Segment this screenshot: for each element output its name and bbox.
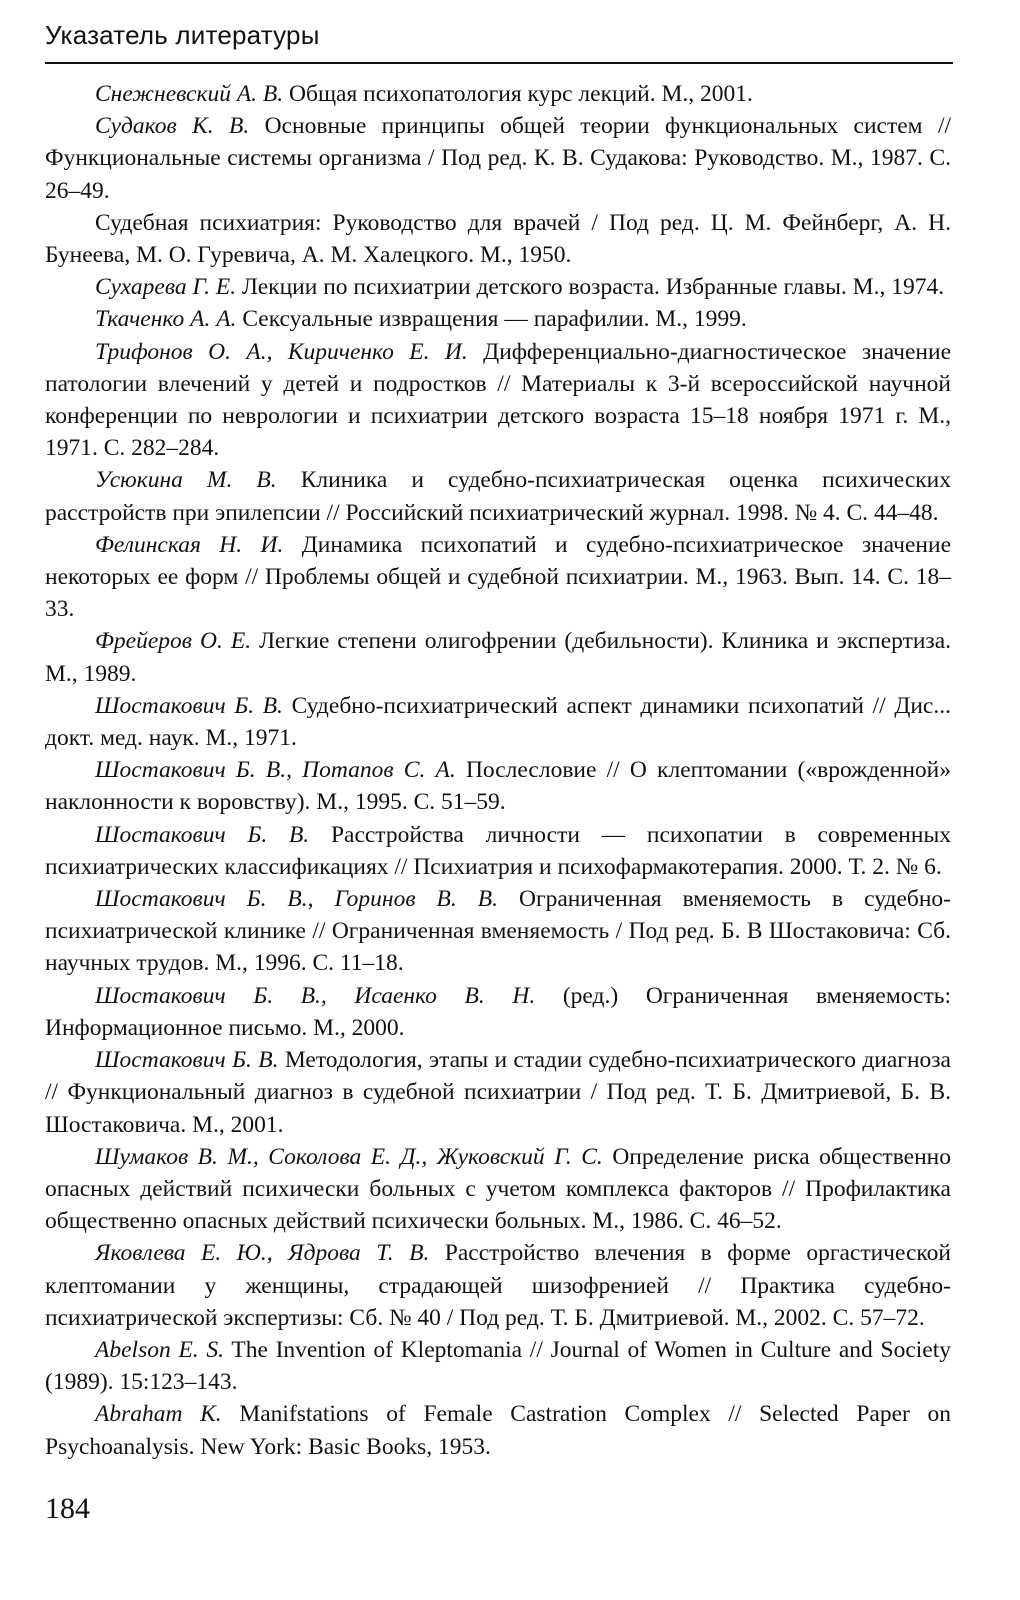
entry-author: Трифонов О. А., Кириченко Е. И. xyxy=(95,338,468,365)
running-head: Указатель литературы xyxy=(45,20,320,50)
entry-text: Ограниченная вменяемость в судебно-психиатрической клинике // Ограниченная вменяемость / Под ред. Б. В Шостаковича: Сб. научных трудов. М., 1996. С. 11–18. xyxy=(45,886,951,977)
bibliography-entry xyxy=(45,1237,951,1334)
entry-author: Ткаченко А. А. xyxy=(95,306,237,333)
entry-text: The Invention of Kleptomania // Journal of Women in Culture and Society (1989). 15:123–143. xyxy=(45,1336,951,1396)
bibliography-entry xyxy=(45,1044,951,1141)
entry-author: Яковлева Е. Ю., Ядрова Т. В. xyxy=(95,1240,430,1267)
bibliography-entry xyxy=(45,271,951,303)
bibliography-entry xyxy=(45,464,951,528)
bibliography-entry xyxy=(45,336,951,465)
entry-text: Легкие степени олигофрении (дебильности). Клиника и экспертиза. М., 1989. xyxy=(45,628,952,687)
entry-text: Дифференциально-диагностическое значение патологии влечений у детей и подростков // Материалы к 3-й всероссийской научной конференции по неврологии и психиатрии детского возраста 15–18 ноября 1971 г. М., 1971. С. 282–284. xyxy=(45,338,952,462)
bibliography-entry xyxy=(45,625,951,689)
page-number: 184 xyxy=(45,1492,90,1525)
entry-text: Расстройство влечения в форме оргастической клептомании у женщины, страдающей шизофренией // Практика судебно-психиатрической экспертизы: Сб. № 40 / Под ред. Т. Б. Дмитриевой. М., 2002. С. 57–72. xyxy=(45,1240,951,1331)
bibliography-entry xyxy=(45,207,951,271)
entry-text: Определение риска общественно опасных действий психически больных с учетом комплекса факторов // Профилактика общественно опасных действий психически больных. М., 1986. С. 46–52. xyxy=(45,1143,951,1235)
bibliography-entry xyxy=(45,883,951,980)
entry-text: Общая психопатология курс лекций. М., 2001. xyxy=(283,81,753,107)
bibliography-entry xyxy=(45,980,951,1044)
entry-text: Сексуальные извращения — парафилии. М., 1999. xyxy=(236,306,747,333)
entry-author: Шостакович Б. В. xyxy=(95,821,310,848)
entry-author: Фрейеров О. Е. xyxy=(95,628,252,655)
entry-author: Шостакович Б. В. xyxy=(95,692,283,719)
entry-text: (ред.) Ограниченная вменяемость: Информационное письмо. М., 2000. xyxy=(45,982,951,1041)
bibliography-entry xyxy=(45,754,951,818)
bibliography-list xyxy=(45,78,951,1463)
bibliography-entry xyxy=(45,303,951,335)
entry-text: Методология, этапы и стадии судебно-психиатрического диагноза // Функциональный диагноз в судебной психиатрии / Под ред. Т. Б. Дмитриевой, Б. В. Шостаковича. М., 2001. xyxy=(45,1047,951,1138)
entry-author: Сухарева Г. Е. xyxy=(95,274,237,301)
entry-author: Шостакович Б. В., Горинов В. В. xyxy=(95,886,498,913)
entry-author: Усюкина М. В. xyxy=(95,467,277,494)
entry-text: Судебно-психиатрический аспект динамики психопатий // Дис... докт. мед. наук. М., 1971. xyxy=(45,692,951,752)
bibliography-entry xyxy=(45,529,951,626)
entry-text: Клиника и судебно-психиатрическая оценка психических расстройств при эпилепсии // Российский психиатрический журнал. 1998. № 4. С. 44–48. xyxy=(45,467,951,526)
entry-author: Abelson E. S. xyxy=(95,1336,225,1363)
entry-author: Шостакович Б. В. xyxy=(95,1047,279,1074)
entry-text: Судебная психиатрия: Руководство для врачей / Под ред. Ц. М. Фейнберг, А. Н. Бунеева, М. О. Гуревича, А. М. Халецкого. М., 1950. xyxy=(45,209,951,269)
bibliography-entry xyxy=(45,690,951,754)
bibliography-entry xyxy=(45,1334,951,1398)
entry-author: Abraham K. xyxy=(95,1401,222,1428)
bibliography-entry xyxy=(45,78,951,110)
bibliography-entry xyxy=(45,1141,951,1238)
entry-text: Manifstations of Female Castration Complex // Selected Paper on Psychoanalysis. New York: Basic Books, 1953. xyxy=(45,1401,951,1460)
entry-text: Лекции по психиатрии детского возраста. Избранные главы. М., 1974. xyxy=(236,274,945,301)
entry-author: Шостакович Б. В., Потапов С. А. xyxy=(95,757,456,784)
bibliography-entry xyxy=(45,819,951,883)
bibliography-entry xyxy=(45,110,951,207)
entry-author: Шостакович Б. В., Исаенко В. Н. xyxy=(95,982,536,1009)
entry-text: Послесловие // О клептомании («врожденной» наклонности к воровству). М., 1995. С. 51–59. xyxy=(45,757,951,816)
entry-author: Фелинская Н. И. xyxy=(95,531,284,558)
entry-text: Основные принципы общей теории функциональных систем // Функциональные системы организма / Под ред. К. В. Судакова: Руководство. М., 1987. С. 26–49. xyxy=(45,113,951,204)
header-rule xyxy=(45,62,953,64)
entry-text: Расстройства личности — психопатии в современных психиатрических классификациях // Психиатрия и психофармакотерапия. 2000. Т. 2. № 6. xyxy=(45,821,951,880)
entry-author: Шумаков В. М., Соколова Е. Д., Жуковский Г. С. xyxy=(95,1143,603,1170)
entry-author: Судаков К. В. xyxy=(95,113,250,140)
entry-author: Снежневский А. В. xyxy=(95,81,284,107)
entry-text: Динамика психопатий и судебно-психиатрическое значение некоторых ее форм // Проблемы общей и судебной психиатрии. М., 1963. Вып. 14. С. 18–33. xyxy=(45,531,951,623)
bibliography-entry xyxy=(45,1398,951,1462)
